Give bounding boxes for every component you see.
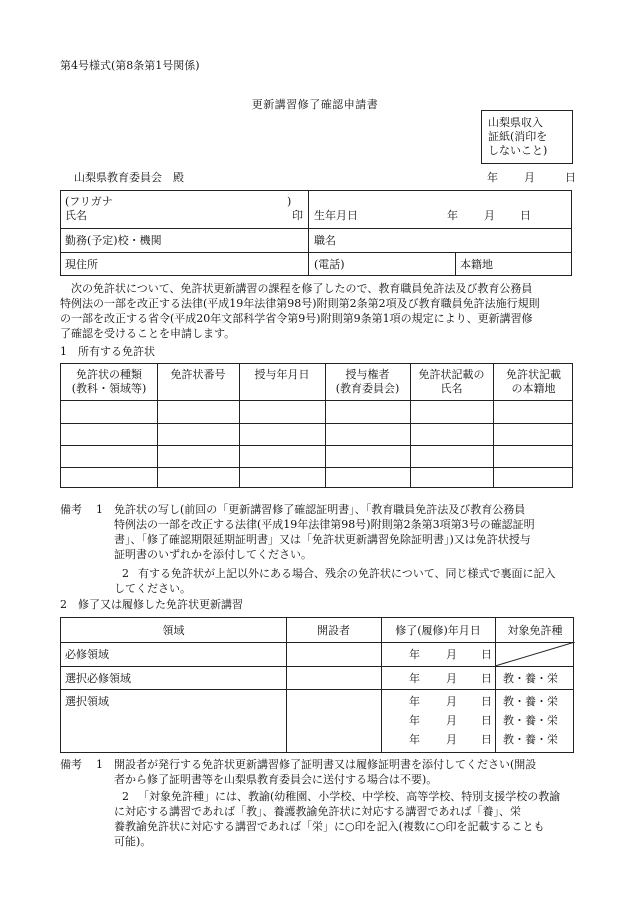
row-elective-domain: 選択領域 xyxy=(65,695,109,708)
header-target-license: 対象免許種 xyxy=(507,624,563,637)
birthdate-label: 生年月日 xyxy=(314,209,358,222)
header-grantor: 授与権者 (教育委員会) xyxy=(335,368,400,395)
course-table xyxy=(60,617,574,753)
note2-item1-num: 1 xyxy=(96,758,103,771)
address-label: 現住所 xyxy=(65,258,98,271)
row-required-domain: 必修領域 xyxy=(65,648,109,661)
phone-label: (電話) xyxy=(314,258,345,271)
header-honseki-on-license: 免許状記載 の本籍地 xyxy=(506,368,561,395)
row-elective-required-domain: 選択必修領域 xyxy=(65,672,131,685)
ymd-day: 日 xyxy=(481,695,492,708)
note1-item2-num: 2 xyxy=(122,567,129,580)
target-license-options: 教・養・栄 xyxy=(503,714,558,727)
ymd-month: 月 xyxy=(446,733,457,746)
ymd-day: 日 xyxy=(481,733,492,746)
addressee: 山梨県教育委員会 殿 xyxy=(74,171,184,184)
birthdate-month: 月 xyxy=(484,209,495,222)
ymd-day: 日 xyxy=(481,714,492,727)
ymd-month: 月 xyxy=(446,672,457,685)
target-license-options: 教・養・栄 xyxy=(503,695,558,708)
ymd-year: 年 xyxy=(409,672,420,685)
section1-heading: 1 所有する免許状 xyxy=(60,345,155,358)
birthdate-year: 年 xyxy=(447,209,458,222)
note2-item2-text: 「対象免許種」には、教諭(幼稚園、小学校、中学校、高等学校、特別支援学校の教諭 に対応する講習であれば「教」、養護教諭免許状に対応する講習であれば「養」、栄 養教諭免許状に対応する講習であれば「栄」に○印を記入(複数に○印を記載することも 可能)。 xyxy=(114,790,561,848)
license-table xyxy=(60,363,573,488)
ymd-year: 年 xyxy=(409,695,420,708)
job-title-label: 職名 xyxy=(314,234,336,247)
birthdate-day: 日 xyxy=(520,209,531,222)
section2-heading: 2 修了又は履修した免許状更新講習 xyxy=(60,598,243,611)
ymd-month: 月 xyxy=(446,648,457,661)
furigana-label: (フリガナ xyxy=(65,195,113,208)
header-organizer: 開設者 xyxy=(317,624,350,637)
name-label: 氏名 xyxy=(65,209,87,222)
seal-mark: 印 xyxy=(292,209,303,222)
target-license-options: 教・養・栄 xyxy=(503,672,558,685)
honseki-label: 本籍地 xyxy=(460,258,493,271)
header-completion-date: 修了(履修)年月日 xyxy=(395,624,481,637)
header-license-number: 免許状番号 xyxy=(170,368,226,381)
ymd-year: 年 xyxy=(409,733,420,746)
applicant-table xyxy=(60,190,572,276)
note1-item1-text: 免許状の写し(前回の「更新講習修了確認証明書」、「教育職員免許法及び教育公務員 特例法の一部を改正する法律(平成19年法律第98号)附則第2条第3項第3号の確認証明 書」、「修了確認期限延期証明書」又は「免許状更新講習免除証明書」)又は免許状授与 証明書のいずれかを添付してください。 xyxy=(114,503,535,561)
application-statement: 次の免許状について、免許状更新講習の課程を修了したので、教育職員免許法及び教育公務員 特例法の一部を改正する法律(平成19年法律第98号)附則第2条第2項及び教育職員免許法施行規則 の一部を改正する省令(平成20年文部科学省令第9号)附則第9条第1項の規定により、更新講習修 了確認を受けることを申請します。 xyxy=(60,282,540,340)
ymd-year: 年 xyxy=(409,648,420,661)
header-name-on-license: 免許状記載の 氏名 xyxy=(418,368,485,395)
ymd-year: 年 xyxy=(409,714,420,727)
note2-item1-text: 開設者が発行する免許状更新講習修了証明書又は履修証明書を添付してください(開設 者から修了証明書等を山梨県教育委員会に送付する場合は不要)。 xyxy=(114,758,537,786)
ymd-day: 日 xyxy=(481,648,492,661)
revenue-stamp-text: 山梨県収入 証紙(消印を しないこと) xyxy=(488,116,548,157)
target-license-options: 教・養・栄 xyxy=(503,733,558,746)
ymd-month: 月 xyxy=(446,695,457,708)
form-title: 更新講習修了確認申請書 xyxy=(251,98,379,111)
diagonal-slash xyxy=(495,642,575,666)
note2-label: 備考 xyxy=(60,758,82,771)
header-grant-date: 授与年月日 xyxy=(254,368,310,381)
header-license-type: 免許状の種類 (教科・領域等) xyxy=(71,368,147,395)
ymd-month: 月 xyxy=(446,714,457,727)
note2-item2-num: 2 xyxy=(122,790,129,803)
revenue-stamp-box xyxy=(481,110,573,164)
furigana-close: ) xyxy=(287,195,292,208)
note1-label: 備考 xyxy=(60,503,82,516)
note1-item1-num: 1 xyxy=(96,503,103,516)
form-number: 第4号様式(第8条第1号関係) xyxy=(60,59,200,72)
header-domain: 領域 xyxy=(162,624,185,637)
school-label: 勤務(予定)校・機関 xyxy=(65,234,162,247)
ymd-day: 日 xyxy=(481,672,492,685)
note1-item2-text: 有する免許状が上記以外にある場合、残余の免許状について、同じ様式で裏面に記入 してください。 xyxy=(114,567,556,595)
